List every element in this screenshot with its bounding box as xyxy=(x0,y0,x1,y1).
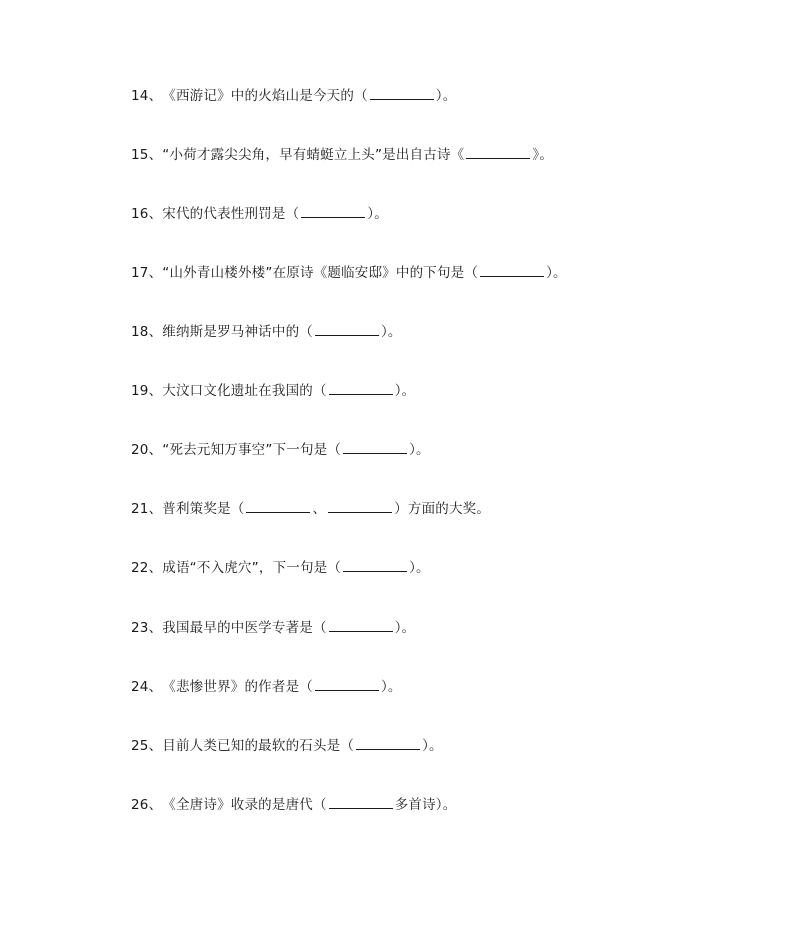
question-text-end: ）。 xyxy=(380,324,402,340)
answer-blank xyxy=(480,263,544,277)
answer-blank xyxy=(246,499,310,513)
question-20 xyxy=(131,440,430,460)
question-number: 15、 xyxy=(131,147,163,163)
answer-blank xyxy=(370,86,434,100)
question-25 xyxy=(131,736,443,756)
question-text: 《悲惨世界》的作者是（ xyxy=(162,679,313,695)
question-23 xyxy=(131,618,415,638)
question-text: “小荷才露尖尖角，早有蜻蜓立上头”是出自古诗《 xyxy=(162,147,465,163)
question-text-end: ）。 xyxy=(394,620,416,636)
question-text-end: ）。 xyxy=(546,265,567,281)
question-text: 成语“不入虎穴”，下一句是（ xyxy=(162,560,342,576)
question-text-end: 多首诗）。 xyxy=(394,797,457,813)
question-number: 19、 xyxy=(131,383,163,399)
question-24 xyxy=(131,677,402,697)
question-text-end: ）方面的大奖。 xyxy=(394,501,491,517)
question-14 xyxy=(131,86,456,106)
answer-blank xyxy=(315,677,379,691)
question-number: 16、 xyxy=(131,206,163,222)
question-number: 20、 xyxy=(131,442,163,458)
question-number: 21、 xyxy=(131,501,163,517)
question-text: 《全唐诗》收录的是唐代（ xyxy=(162,797,327,813)
answer-blank xyxy=(328,499,392,513)
answer-blank xyxy=(329,618,393,632)
question-number: 14、 xyxy=(131,88,163,104)
question-number: 25、 xyxy=(131,738,163,754)
question-text: “山外青山楼外楼”在原诗《题临安邸》中的下句是（ xyxy=(162,265,479,281)
question-text: 目前人类已知的最软的石头是（ xyxy=(162,738,355,754)
question-text: 《西游记》中的火焰山是今天的（ xyxy=(162,88,368,104)
question-16 xyxy=(131,204,388,224)
answer-blank xyxy=(356,736,420,750)
question-number: 26、 xyxy=(131,797,163,813)
question-number: 17、 xyxy=(131,265,163,281)
answer-blank xyxy=(329,795,393,809)
question-22 xyxy=(131,558,430,578)
question-text-end: ）。 xyxy=(422,738,443,754)
question-text: 宋代的代表性刑罚是（ xyxy=(162,206,300,222)
question-text: 普利策奖是（ xyxy=(162,501,245,517)
answer-blank xyxy=(466,145,530,159)
question-number: 24、 xyxy=(131,679,163,695)
question-text: 维纳斯是罗马神话中的（ xyxy=(162,324,313,340)
question-17 xyxy=(131,263,567,283)
question-text-end: 》。 xyxy=(532,147,554,163)
answer-blank xyxy=(343,440,407,454)
answer-blank xyxy=(301,204,365,218)
question-text: 大汶口文化遗址在我国的（ xyxy=(162,383,327,399)
question-19 xyxy=(131,381,415,401)
question-18 xyxy=(131,322,402,342)
question-number: 18、 xyxy=(131,324,163,340)
answer-blank xyxy=(315,322,379,336)
question-text: 我国最早的中医学专著是（ xyxy=(162,620,327,636)
question-text-end: ）。 xyxy=(394,383,416,399)
question-text-end: ）。 xyxy=(409,560,430,576)
question-text: “死去元知万事空”下一句是（ xyxy=(162,442,342,458)
question-text-end: ）。 xyxy=(435,88,457,104)
question-15 xyxy=(131,145,553,165)
question-number: 22、 xyxy=(131,560,163,576)
answer-blank xyxy=(343,558,407,572)
question-number: 23、 xyxy=(131,620,163,636)
answer-blank xyxy=(329,381,393,395)
question-26 xyxy=(131,795,456,815)
question-text-end: ）。 xyxy=(380,679,402,695)
question-21 xyxy=(131,499,490,519)
question-separator: 、 xyxy=(312,501,327,517)
question-text-end: ）。 xyxy=(409,442,430,458)
question-text-end: ）。 xyxy=(367,206,388,222)
